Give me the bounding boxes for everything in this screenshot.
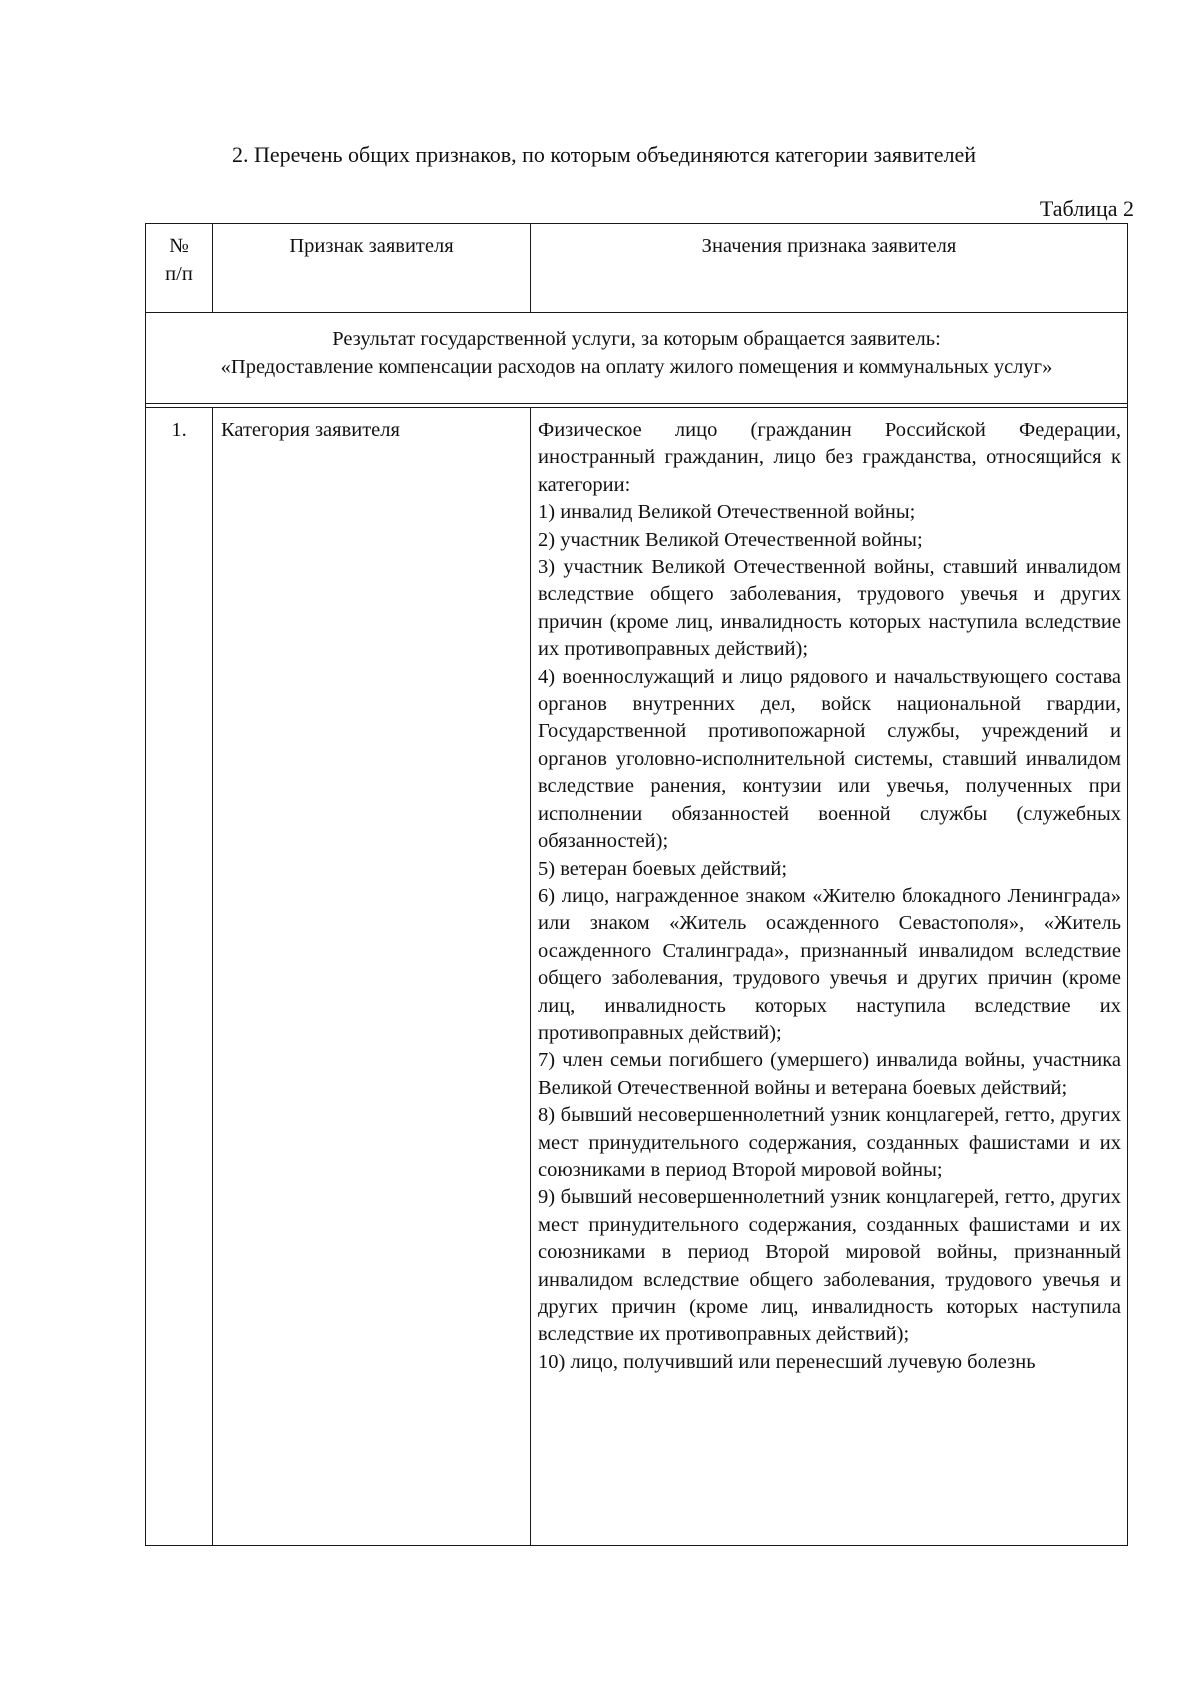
header-number-cell [146, 224, 213, 313]
row-number-cell: 1. [146, 408, 213, 1546]
value-item-2: 2) участник Великой Отечественной войны; [538, 528, 923, 551]
value-item-9: 9) бывший несовершеннолетний узник концлагерей, гетто, других мест принудительного содержания, созданных фашистами и их союзниками в период Второй мировой войны, признанный инвалидом вследствие общего заболевания, трудового увечья и других причин (кроме лиц, инвалидность которых наступила вследствие их противоправных действий); [538, 1186, 1121, 1346]
value-item-1: 1) инвалид Великой Отечественной войны; [538, 501, 916, 524]
row-attribute-cell: Категория заявителя [213, 408, 531, 1546]
header-number-pp: п/п [165, 263, 193, 285]
value-item-7: 7) член семьи погибшего (умершего) инвалида войны, участника Великой Отечественной войны и ветерана боевых действий; [538, 1049, 1121, 1099]
header-number-sign: № [169, 235, 189, 257]
value-item-5: 5) ветеран боевых действий; [538, 857, 788, 880]
document-heading: 2. Перечень общих признаков, по которым объединяются категории заявителей [232, 142, 977, 167]
value-item-10: 10) лицо, получивший или перенесший лучевую болезнь [538, 1350, 1036, 1373]
value-item-8: 8) бывший несовершеннолетний узник концлагерей, гетто, других мест принудительного содержания, созданных фашистами и их союзниками в период Второй мировой войны; [538, 1104, 1121, 1181]
service-result-line1: Результат государственной услуги, за которым обращается заявитель: [332, 328, 941, 350]
header-values-cell: Значения признака заявителя [531, 224, 1128, 313]
service-result-line2: «Предоставление компенсации расходов на оплату жилого помещения и коммунальных услуг» [220, 356, 1053, 378]
row-values-cell [531, 408, 1128, 1546]
value-item-6: 6) лицо, награжденное знаком «Жителю блокадного Ленинграда» или знаком «Житель осажденного Севастополя», «Житель осажденного Сталинграда», признанный инвалидом вследствие общего заболевания, трудового увечья и других причин (кроме лиц, инвалидность которых наступила вследствие их противоправных действий); [538, 884, 1121, 1044]
table-header-row [146, 224, 1128, 313]
applicant-attributes-table [145, 223, 1128, 1546]
value-intro: Физическое лицо (гражданин Российской Федерации, иностранный гражданин, лицо без гражданства, относящийся к категории: [538, 419, 1121, 496]
service-result-cell [146, 313, 1128, 404]
table-label: Таблица 2 [1039, 196, 1134, 221]
table-row [146, 408, 1128, 1546]
service-result-row [146, 313, 1128, 404]
header-attribute-cell: Признак заявителя [213, 224, 531, 313]
value-item-3: 3) участник Великой Отечественной войны, ставший инвалидом вследствие общего заболевания, трудового увечья и других причин (кроме лиц, инвалидность которых наступила вследствие их противоправных действий); [538, 556, 1121, 661]
value-item-4: 4) военнослужащий и лицо рядового и начальствующего состава органов внутренних дел, войск национальной гвардии, Государственной противопожарной службы, учреждений и органов уголовно-исполнительной системы, ставший инвалидом вследствие ранения, контузии или увечья, полученных при исполнении обязанностей военной службы (служебных обязанностей); [538, 665, 1121, 853]
